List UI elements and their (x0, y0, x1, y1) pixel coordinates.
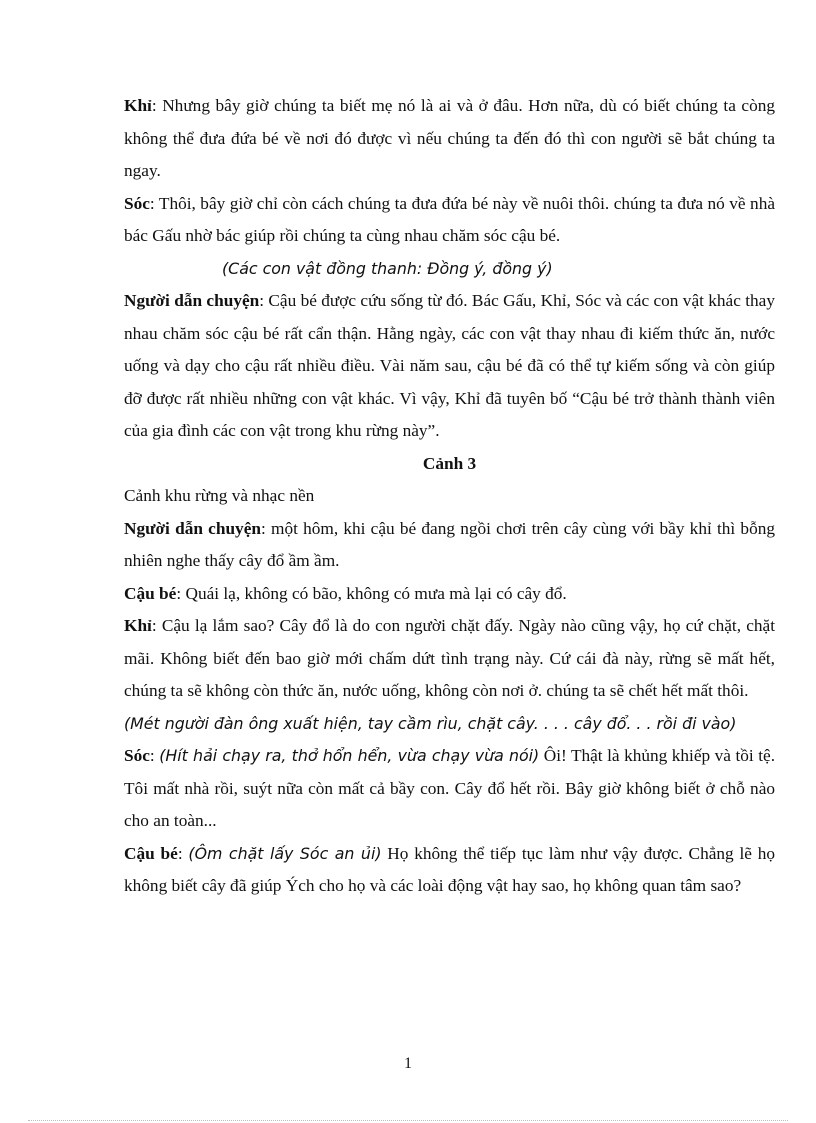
dialogue-paragraph (124, 90, 775, 188)
stage-direction-text: (Các con vật đồng thanh: Đồng ý, đồng ý) (222, 258, 553, 278)
dialogue-text: : Cậu bé được cứu sống từ đó. Bác Gấu, Khỉ, Sóc và các con vật khác thay nhau chăm sóc cậu bé rất cẩn thận. Hằng ngày, các con vật thay nhau đi kiếm thức ăn, nước uống và dạy cho cậu rất nhiều điều. Vài năm sau, cậu bé đã có thể tự kiếm sống và còn giúp đỡ được rất nhiều những con vật khác. Vì vậy, Khỉ đã tuyên bố “Cậu bé trở thành thành viên của gia đình các con vật trong khu rừng này”. (124, 291, 775, 440)
stage-direction (124, 253, 775, 286)
dialogue-paragraph (124, 740, 775, 838)
dialogue-paragraph (124, 610, 775, 708)
dialogue-paragraph (124, 188, 775, 253)
speaker-name: Cậu bé (124, 583, 177, 603)
dialogue-paragraph (124, 285, 775, 448)
dialogue-text: Họ không thể tiếp tục làm như vậy được. Chẳng lẽ họ không biết cây đã giúp Ých cho họ và các loài động vật hay sao, họ không quan tâm sao? (124, 843, 775, 895)
speaker-name: Sóc (124, 193, 150, 213)
dialogue-text: : Nhưng bây giờ chúng ta biết mẹ nó là ai và ở đâu. Hơn nữa, dù có biết chúng ta còng không thể đưa đứa bé về nơi đó được vì nếu chúng ta đến đó thì con người sẽ bắt chúng ta ngay. (124, 96, 775, 180)
dialogue-punct: : (177, 843, 189, 863)
dialogue-text: : Thôi, bây giờ chỉ còn cách chúng ta đưa đứa bé này về nuôi thôi. chúng ta đưa nó về nhà bác Gấu nhờ bác giúp rồi chúng ta cùng nhau chăm sóc cậu bé. (124, 193, 775, 245)
speaker-name: Sóc (124, 746, 150, 765)
dialogue-text: Ôi! Thật là khủng khiếp và tồi tệ. Tôi mất nhà rồi, suýt nữa còn mất cả bầy con. Cây đổ hết rồi. Bây giờ không biết ở chỗ nào cho an toàn... (124, 746, 776, 830)
document-body (124, 90, 775, 903)
dialogue-paragraph (124, 513, 775, 578)
dialogue-paragraph (124, 838, 775, 903)
dialogue-text: : một hôm, khi cậu bé đang ngồi chơi trên cây cùng với bầy khỉ thì bỗng nhiên nghe thấy cây đổ ầm ầm. (124, 518, 775, 570)
scene-description: Cảnh khu rừng và nhạc nền (124, 486, 315, 505)
scene-heading: Cảnh 3 (422, 453, 477, 473)
speaker-name: Người dẫn chuyện (124, 518, 261, 538)
page-number: 1 (404, 1055, 412, 1072)
speaker-name: Khỉ (124, 96, 152, 115)
stage-direction-text: (Mét người đàn ông xuất hiện, tay cầm rìu, chặt cây. . . . cây đổ. . . rồi đi vào) (124, 713, 737, 733)
inline-stage-direction: (Ôm chặt lấy Sóc an ủi) (188, 843, 382, 863)
page-bottom-divider (28, 1120, 788, 1121)
speaker-name: Người dẫn chuyện (124, 291, 260, 310)
dialogue-text: : Cậu lạ lắm sao? Cây đổ là do con người chặt đấy. Ngày nào cũng vậy, họ cứ chặt, chặt mãi. Không biết đến bao giờ mới chấm dứt tình trạng này. Cứ cái đà này, rừng sẽ mất hết, chúng ta sẽ không còn thức ăn, nước uống, không còn nơi ở. chúng ta sẽ chết hết mất thôi. (124, 616, 775, 700)
dialogue-paragraph (124, 578, 775, 611)
stage-direction (124, 708, 775, 741)
speaker-name: Cậu bé (124, 843, 178, 863)
dialogue-text: : Quái lạ, không có bão, không có mưa mà lại có cây đổ. (176, 583, 567, 603)
inline-stage-direction: (Hít hải chạy ra, thở hổn hển, vừa chạy vừa nói) (159, 746, 540, 765)
speaker-name: Khỉ (124, 616, 152, 635)
dialogue-punct: : (149, 746, 160, 765)
